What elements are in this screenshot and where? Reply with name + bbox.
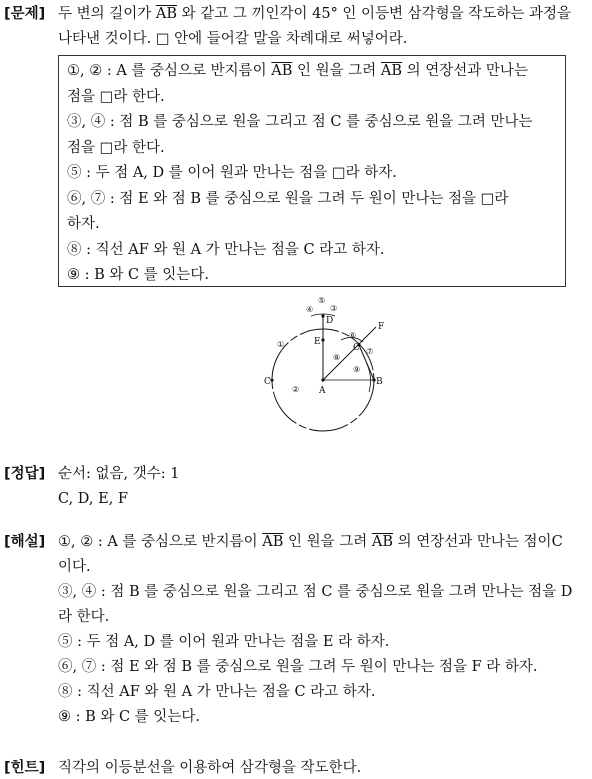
- arc-b: [367, 364, 371, 392]
- construction-steps-box: [58, 55, 566, 287]
- step-line: 점을 □라 한다.: [67, 88, 165, 105]
- solution-line: ⑧ : 직선 AF 와 원 A 가 만나는 점을 C 라고 하자.: [58, 684, 376, 700]
- solution-body: [58, 530, 588, 730]
- question-line-1: 두 변의 길이가 $\overline{AB}$ 와 같고 그 끼인각이 45° 인 이등변 삼각형을 작도하는 과정을: [58, 6, 571, 22]
- step-mark-3: ③: [330, 304, 338, 313]
- label-a: A: [319, 386, 326, 396]
- point-a-dot: [321, 378, 324, 381]
- step-mark-5: ⑤: [318, 296, 326, 305]
- answer-body: [58, 462, 588, 512]
- problem-tag: [문제]: [4, 6, 46, 22]
- answer-line-2: C, D, E, F: [58, 491, 128, 507]
- step-line: ①, ② : A 를 중심으로 반지름이 $\overline{AB}$ 인 원을 그려 $\overline{AB}$ 의 연장선과 만나는: [67, 63, 528, 79]
- solution-line: 라 한다.: [58, 609, 110, 625]
- step-line: ⑧ : 직선 AF 와 원 A 가 만나는 점을 C 라고 하자.: [67, 241, 385, 258]
- point-e-dot: [321, 338, 324, 341]
- solution-line: ⑤ : 두 점 A, D 를 이어 원과 만나는 점을 E 라 하자.: [58, 634, 390, 650]
- hint-text: 직각의 이등분선을 이용하여 삼각형을 작도한다.: [58, 760, 362, 776]
- step-mark-8: ⑧: [333, 353, 341, 362]
- step-mark-2: ②: [292, 385, 300, 394]
- solution-line: 이다.: [58, 559, 91, 575]
- solution-line: ①, ② : A 를 중심으로 반지름이 $\overline{AB}$ 인 원을 그려 $\overline{AB}$ 의 연장선과 만나는 점이C: [58, 534, 563, 550]
- step-line: ⑨ : B 와 C 를 잇는다.: [67, 267, 209, 283]
- point-d-dot: [321, 314, 324, 317]
- step-line: 점을 □라 한다.: [67, 139, 165, 156]
- label-d: D: [326, 316, 334, 326]
- step-mark-9: ⑨: [353, 365, 361, 374]
- label-c: C: [264, 377, 271, 387]
- solution-line: ③, ④ : 점 B 를 중심으로 원을 그리고 점 C 를 중심으로 원을 그려 만나는 점을 D: [58, 584, 573, 600]
- label-e: E: [314, 337, 321, 347]
- hint-tag: [힌트]: [4, 760, 46, 776]
- hint-body: [58, 757, 588, 779]
- problem-question: [58, 2, 588, 52]
- step-line: 하자.: [67, 216, 100, 232]
- label-b: B: [376, 377, 383, 387]
- solution-line: ⑨ : B 와 C 를 잇는다.: [58, 709, 200, 725]
- step-mark-7: ⑦: [366, 347, 374, 356]
- step-line: ③, ④ : 점 B 를 중심으로 원을 그리고 점 C 를 중심으로 원을 그려 만나는: [67, 114, 533, 130]
- step-line: ⑥, ⑦ : 점 E 와 점 B 를 중심으로 원을 그려 두 원이 만나는 점을 □라: [67, 190, 509, 207]
- solution-line: ⑥, ⑦ : 점 E 와 점 B 를 중심으로 원을 그려 두 원이 만나는 점을 F 라 하자.: [58, 659, 538, 675]
- answer-line-1: 순서: 없음, 갯수: 1: [58, 466, 180, 482]
- step-line: ⑤ : 두 점 A, D 를 이어 원과 만나는 점을 □라 하자.: [67, 165, 397, 181]
- question-line-2: 나타낸 것이다. □ 안에 들어갈 말을 차례대로 써넣어라.: [58, 31, 408, 47]
- answer-tag: [정답]: [4, 466, 46, 482]
- construction-figure: [255, 294, 395, 434]
- step-mark-4: ④: [306, 305, 314, 314]
- label-c2: C: [353, 343, 360, 353]
- step-mark-6: ⑥: [349, 331, 357, 340]
- solution-tag: [해설]: [4, 534, 46, 550]
- label-f: F: [378, 322, 385, 332]
- step-mark-1: ①: [277, 340, 285, 349]
